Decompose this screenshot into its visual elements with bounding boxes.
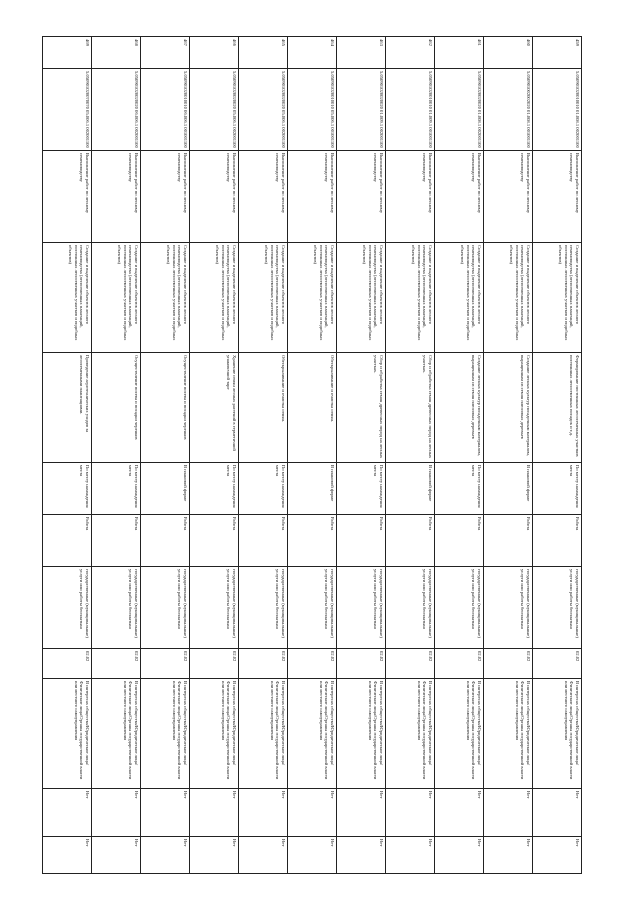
table-row [239, 37, 288, 874]
table-row [43, 37, 92, 874]
consumers-cell: В интересах общества/Юридические лица/Физические лица/Органы государственной власти или местного самоуправления [141, 679, 190, 789]
consumers-cell: В интересах общества/Юридические лица/Физические лица/Органы государственной власти или местного самоуправления [337, 679, 386, 789]
row-number-cell: 464 [288, 37, 337, 69]
payment-type-cell: государственные (муниципальные) услуги или работы бесплатная [337, 567, 386, 649]
payment-type-cell: государственные (муниципальные) услуги или работы бесплатная [435, 567, 484, 649]
rotated-table-container [42, 36, 582, 873]
flag-cell-1: Нет [533, 789, 582, 837]
okved-code-cell: 02.02 [288, 649, 337, 679]
work-type-cell: Работа [484, 515, 533, 567]
table-body [43, 37, 582, 874]
flag-cell-2: Нет [141, 837, 190, 874]
row-number-cell: 463 [337, 37, 386, 69]
consumers-cell: В интересах общества/Юридические лица/Физические лица/Органы государственной власти или местного самоуправления [92, 679, 141, 789]
work-result-cell: Обескрыливание и очистка семян. [239, 353, 288, 463]
work-result-cell: Обескрыливание и очистка семян. [288, 353, 337, 463]
work-form-cell: По месту нахождения места [239, 463, 288, 515]
flag-cell-1: Нет [386, 789, 435, 837]
work-content-cell: Создание и выделение объектов лесного семеноводства (лесосеменных плантаций, постоянных лесосеменных участков и подобных объектов) [239, 243, 288, 353]
work-name-cell: Выполнение работ по лесному семеноводству [190, 151, 239, 243]
row-number-cell: 462 [386, 37, 435, 69]
payment-type-cell: государственные (муниципальные) услуги или работы бесплатная [239, 567, 288, 649]
flag-cell-2: Нет [435, 837, 484, 874]
work-name-cell: Выполнение работ по лесному семеноводству [43, 151, 92, 243]
flag-cell-2: Нет [484, 837, 533, 874]
table-row [190, 37, 239, 874]
table-row [435, 37, 484, 874]
work-type-cell: Работа [288, 515, 337, 567]
work-result-cell: Осуществление посева и посадки черенков [141, 353, 190, 463]
row-number-cell: 466 [190, 37, 239, 69]
work-content-cell: Создание и выделение объектов лесного семеноводства (лесосеменных плантаций, постоянных лесосеменных участков и подобных объектов) [484, 243, 533, 353]
registry-code-cell: 5.050901020020020 01.008.1 002001100 [435, 69, 484, 151]
payment-type-cell: государственные (муниципальные) услуги или работы бесплатная [288, 567, 337, 649]
registry-code-cell: 5.050901020010010 01.008.1 002001100 [533, 69, 582, 151]
row-number-cell: 467 [141, 37, 190, 69]
work-content-cell: Создание и выделение объектов лесного семеноводства (лесосеменных плантаций, постоянных лесосеменных участков и подобных объектов) [386, 243, 435, 353]
payment-type-cell: государственные (муниципальные) услуги или работы бесплатная [190, 567, 239, 649]
payment-type-cell: государственные (муниципальные) услуги или работы бесплатная [533, 567, 582, 649]
payment-type-cell: государственные (муниципальные) услуги или работы бесплатная [43, 567, 92, 649]
okved-code-cell: 02.02 [386, 649, 435, 679]
work-content-cell: Создание и выделение объектов лесного семеноводства (лесосеменных плантаций, постоянных лесосеменных участков и подобных объектов) [533, 243, 582, 353]
flag-cell-2: Нет [190, 837, 239, 874]
work-type-cell: Работа [141, 515, 190, 567]
table-row [92, 37, 141, 874]
okved-code-cell: 02.02 [43, 649, 92, 679]
work-name-cell: Выполнение работ по лесному семеноводству [141, 151, 190, 243]
okved-code-cell: 02.02 [141, 649, 190, 679]
work-result-cell: Создание лесных культур посадочным материалом, выращенным из семян плюсовых деревьев [484, 353, 533, 463]
consumers-cell: В интересах общества/Юридические лица/Физические лица/Органы государственной власти или местного самоуправления [533, 679, 582, 789]
consumers-cell: В интересах общества/Юридические лица/Физические лица/Органы государственной власти или местного самоуправления [288, 679, 337, 789]
consumers-cell: В интересах общества/Юридические лица/Физические лица/Органы государственной власти или местного самоуправления [43, 679, 92, 789]
work-type-cell: Работа [533, 515, 582, 567]
table-row [288, 37, 337, 874]
registry-code-cell: 5.050901020020020 01.009.1 002001100 [337, 69, 386, 151]
table-row [337, 37, 386, 874]
work-name-cell: Выполнение работ по лесному семеноводству [239, 151, 288, 243]
okved-code-cell: 02.02 [435, 649, 484, 679]
work-content-cell: Создание и выделение объектов лесного семеноводства (лесосеменных плантаций, постоянных лесосеменных участков и подобных объектов) [337, 243, 386, 353]
flag-cell-1: Нет [190, 789, 239, 837]
work-name-cell: Выполнение работ по лесному семеноводству [386, 151, 435, 243]
row-number-cell: 469 [43, 37, 92, 69]
work-content-cell: Создание и выделение объектов лесного семеноводства (лесосеменных плантаций, постоянных лесосеменных участков и подобных объектов) [288, 243, 337, 353]
row-number-cell: 461 [435, 37, 484, 69]
registry-table [42, 36, 582, 874]
work-form-cell: В плановой форме [288, 463, 337, 515]
work-form-cell: По месту нахождения места [92, 463, 141, 515]
flag-cell-1: Нет [92, 789, 141, 837]
flag-cell-2: Нет [386, 837, 435, 874]
table-row [484, 37, 533, 874]
work-content-cell: Создание и выделение объектов лесного семеноводства (лесосеменных плантаций, постоянных лесосеменных участков и подобных объектов) [92, 243, 141, 353]
work-name-cell: Выполнение работ по лесному семеноводству [533, 151, 582, 243]
flag-cell-1: Нет [337, 789, 386, 837]
okved-code-cell: 02.02 [92, 649, 141, 679]
okved-code-cell: 02.02 [337, 649, 386, 679]
work-form-cell: В плановой форме [141, 463, 190, 515]
flag-cell-2: Нет [92, 837, 141, 874]
flag-cell-2: Нет [288, 837, 337, 874]
work-name-cell: Выполнение работ по лесному семеноводству [435, 151, 484, 243]
table-row [533, 37, 582, 874]
registry-code-cell: 5.050901020010010 06.006.1 001001100 [141, 69, 190, 151]
work-form-cell: В плановой форме [386, 463, 435, 515]
table-row [386, 37, 435, 874]
consumers-cell: В интересах общества/Юридические лица/Физические лица/Органы государственной власти или местного самоуправления [484, 679, 533, 789]
work-type-cell: Работа [435, 515, 484, 567]
okved-code-cell: 02.02 [190, 649, 239, 679]
work-name-cell: Выполнение работ по лесному семеноводству [288, 151, 337, 243]
registry-code-cell: 5.050901020020020 05.006.1 002001100 [239, 69, 288, 151]
work-content-cell: Создание и выделение объектов лесного семеноводства (лесосеменных плантаций, постоянных лесосеменных участков и подобных объектов) [435, 243, 484, 353]
work-name-cell: Выполнение работ по лесному семеноводству [337, 151, 386, 243]
payment-type-cell: государственные (муниципальные) услуги или работы бесплатная [92, 567, 141, 649]
flag-cell-2: Нет [337, 837, 386, 874]
consumers-cell: В интересах общества/Юридические лица/Физические лица/Органы государственной власти или местного самоуправления [435, 679, 484, 789]
work-form-cell: По месту нахождения места [533, 463, 582, 515]
okved-code-cell: 02.02 [533, 649, 582, 679]
work-result-cell: Хранение семян лесных растений в герметичной упаковочной таре [190, 353, 239, 463]
work-form-cell: В плановой форме [484, 463, 533, 515]
row-number-cell: 459 [533, 37, 582, 69]
row-number-cell: 460 [484, 37, 533, 69]
payment-type-cell: государственные (муниципальные) услуги или работы бесплатная [386, 567, 435, 649]
registry-code-cell: 5.050901020020020 06.006.1 002001100 [92, 69, 141, 151]
flag-cell-1: Нет [141, 789, 190, 837]
row-number-cell: 468 [92, 37, 141, 69]
flag-cell-2: Нет [533, 837, 582, 874]
flag-cell-1: Нет [484, 789, 533, 837]
row-number-cell: 465 [239, 37, 288, 69]
flag-cell-1: Нет [43, 789, 92, 837]
consumers-cell: В интересах общества/Юридические лица/Физические лица/Органы государственной власти или местного самоуправления [386, 679, 435, 789]
registry-code-cell: 5.050901020070070 05.006.1 002001100 [43, 69, 92, 151]
work-form-cell: По месту нахождения места [337, 463, 386, 515]
flag-cell-1: Нет [239, 789, 288, 837]
registry-code-cell: 5.050901020010010 01.009.1 001001100 [386, 69, 435, 151]
work-result-cell: Осуществление посева и посадки черенков [92, 353, 141, 463]
registry-code-cell: 5.050901020010010 05.006.1 001001100 [288, 69, 337, 151]
flag-cell-2: Нет [239, 837, 288, 874]
okved-code-cell: 02.02 [239, 649, 288, 679]
work-result-cell: Формирование постоянных лесосеменных участков постоянных лесосеменных посадок и т.д. [533, 353, 582, 463]
work-form-cell: По месту нахождения места [435, 463, 484, 515]
work-type-cell: Работа [337, 515, 386, 567]
work-content-cell: Создание и выделение объектов лесного семеноводства (лесосеменных плантаций, постоянных лесосеменных участков и подобных объектов) [141, 243, 190, 353]
work-result-cell: Проведение агротехнических уходов за лесосеменными плантациями. [43, 353, 92, 463]
work-content-cell: Создание и выделение объектов лесного семеноводства (лесосеменных плантаций, постоянных лесосеменных участков и подобных объектов) [190, 243, 239, 353]
work-content-cell: Создание и выделение объектов лесного семеноводства (лесосеменных плантаций, постоянных лесосеменных участков и подобных объектов) [43, 243, 92, 353]
table-row [141, 37, 190, 874]
registry-code-cell: 5.050901020020020 05.006.1 002001100 [190, 69, 239, 151]
work-name-cell: Выполнение работ по лесному семеноводству [92, 151, 141, 243]
work-result-cell: Сбор и обработка семян древесных пород на лесных участках. [337, 353, 386, 463]
work-type-cell: Работа [239, 515, 288, 567]
work-form-cell: По месту нахождения места [190, 463, 239, 515]
work-type-cell: Работа [92, 515, 141, 567]
flag-cell-2: Нет [43, 837, 92, 874]
okved-code-cell: 02.02 [484, 649, 533, 679]
flag-cell-1: Нет [288, 789, 337, 837]
work-type-cell: Работа [386, 515, 435, 567]
work-type-cell: Работа [43, 515, 92, 567]
payment-type-cell: государственные (муниципальные) услуги или работы бесплатная [484, 567, 533, 649]
work-name-cell: Выполнение работ по лесному семеноводству [484, 151, 533, 243]
payment-type-cell: государственные (муниципальные) услуги или работы бесплатная [141, 567, 190, 649]
work-type-cell: Работа [190, 515, 239, 567]
flag-cell-1: Нет [435, 789, 484, 837]
consumers-cell: В интересах общества/Юридические лица/Физические лица/Органы государственной власти или местного самоуправления [239, 679, 288, 789]
consumers-cell: В интересах общества/Юридические лица/Физические лица/Органы государственной власти или местного самоуправления [190, 679, 239, 789]
work-form-cell: По месту нахождения места [43, 463, 92, 515]
registry-code-cell: 5.050901002002020 01.008.1 001001100 [484, 69, 533, 151]
work-result-cell: Сбор и обработка семян древесных пород на лесных участках. [386, 353, 435, 463]
work-result-cell: Создание лесных культур посадочным материалом, выращенным из семян плюсовых деревьев [435, 353, 484, 463]
